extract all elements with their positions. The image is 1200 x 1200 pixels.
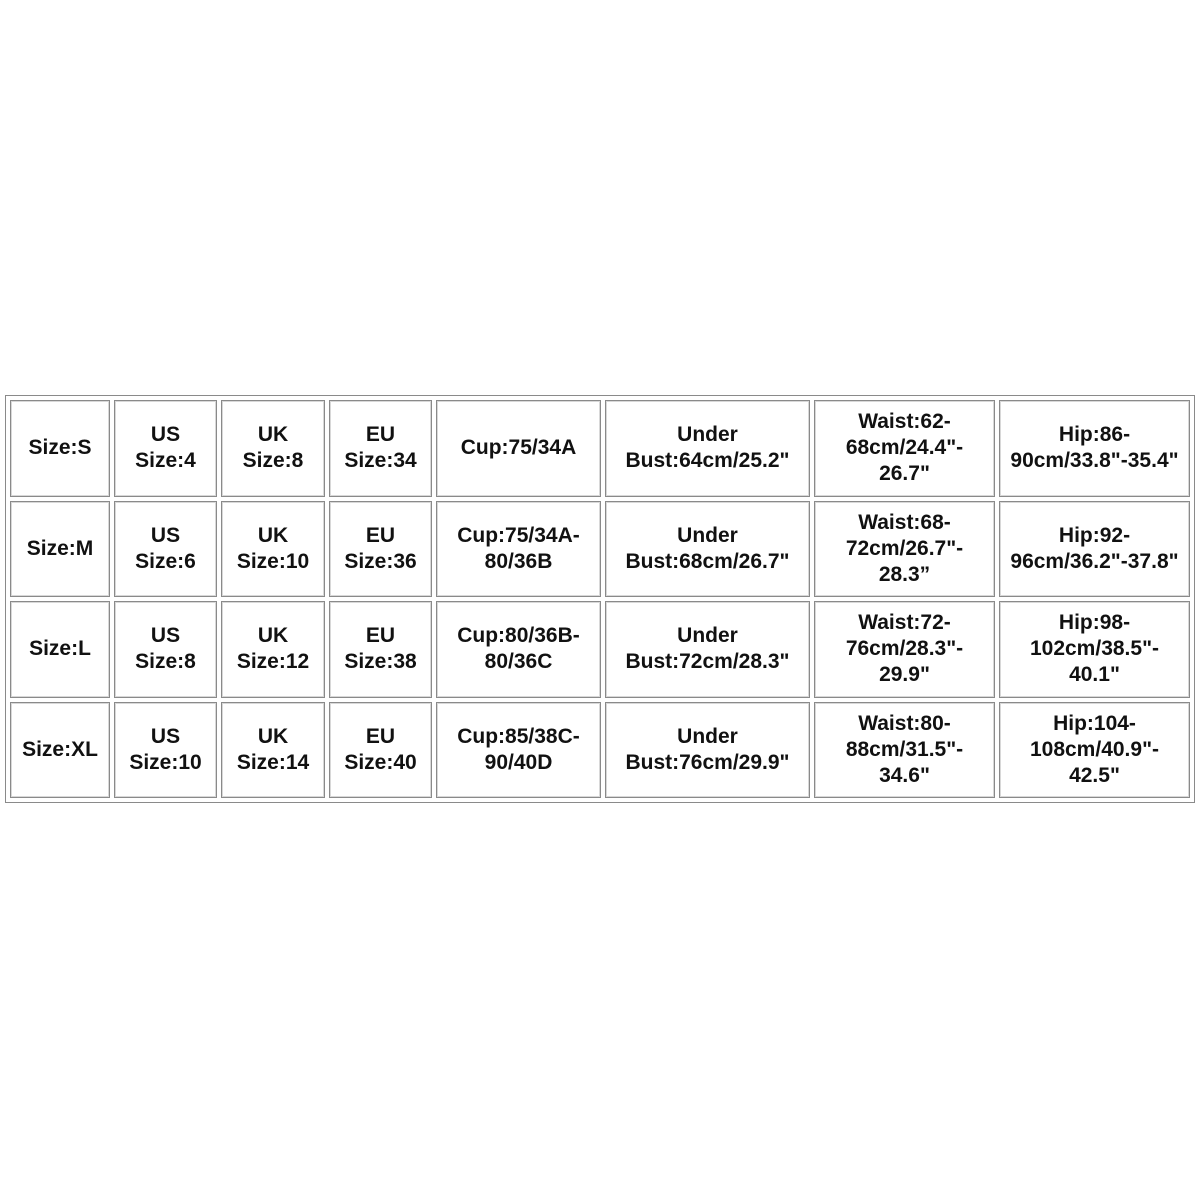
hip-cell: Hip:92- 96cm/36.2"-37.8"	[999, 501, 1190, 598]
under-bust-cell: Under Bust:64cm/25.2"	[605, 400, 810, 497]
table-row	[10, 501, 1190, 598]
waist-cell: Waist:62- 68cm/24.4"- 26.7"	[814, 400, 995, 497]
eu-size-cell: EU Size:36	[329, 501, 432, 598]
us-size-cell: US Size:4	[114, 400, 217, 497]
us-size-cell: US Size:10	[114, 702, 217, 799]
uk-size-cell: UK Size:12	[221, 601, 325, 698]
cup-cell: Cup:80/36B- 80/36C	[436, 601, 601, 698]
size-cell: Size:M	[10, 501, 110, 598]
under-bust-cell: Under Bust:72cm/28.3"	[605, 601, 810, 698]
table-row	[10, 400, 1190, 497]
hip-cell: Hip:104- 108cm/40.9"- 42.5"	[999, 702, 1190, 799]
cup-cell: Cup:85/38C- 90/40D	[436, 702, 601, 799]
size-cell: Size:L	[10, 601, 110, 698]
hip-cell: Hip:98- 102cm/38.5"- 40.1"	[999, 601, 1190, 698]
waist-cell: Waist:68- 72cm/26.7"- 28.3”	[814, 501, 995, 598]
hip-cell: Hip:86- 90cm/33.8"-35.4"	[999, 400, 1190, 497]
under-bust-cell: Under Bust:76cm/29.9"	[605, 702, 810, 799]
table-row	[10, 601, 1190, 698]
size-cell: Size:XL	[10, 702, 110, 799]
uk-size-cell: UK Size:10	[221, 501, 325, 598]
uk-size-cell: UK Size:14	[221, 702, 325, 799]
waist-cell: Waist:72- 76cm/28.3"- 29.9"	[814, 601, 995, 698]
under-bust-cell: Under Bust:68cm/26.7"	[605, 501, 810, 598]
eu-size-cell: EU Size:34	[329, 400, 432, 497]
waist-cell: Waist:80- 88cm/31.5"- 34.6"	[814, 702, 995, 799]
cup-cell: Cup:75/34A	[436, 400, 601, 497]
table-row	[10, 702, 1190, 799]
size-chart-table	[5, 395, 1195, 803]
uk-size-cell: UK Size:8	[221, 400, 325, 497]
eu-size-cell: EU Size:40	[329, 702, 432, 799]
us-size-cell: US Size:8	[114, 601, 217, 698]
cup-cell: Cup:75/34A- 80/36B	[436, 501, 601, 598]
eu-size-cell: EU Size:38	[329, 601, 432, 698]
us-size-cell: US Size:6	[114, 501, 217, 598]
size-cell: Size:S	[10, 400, 110, 497]
